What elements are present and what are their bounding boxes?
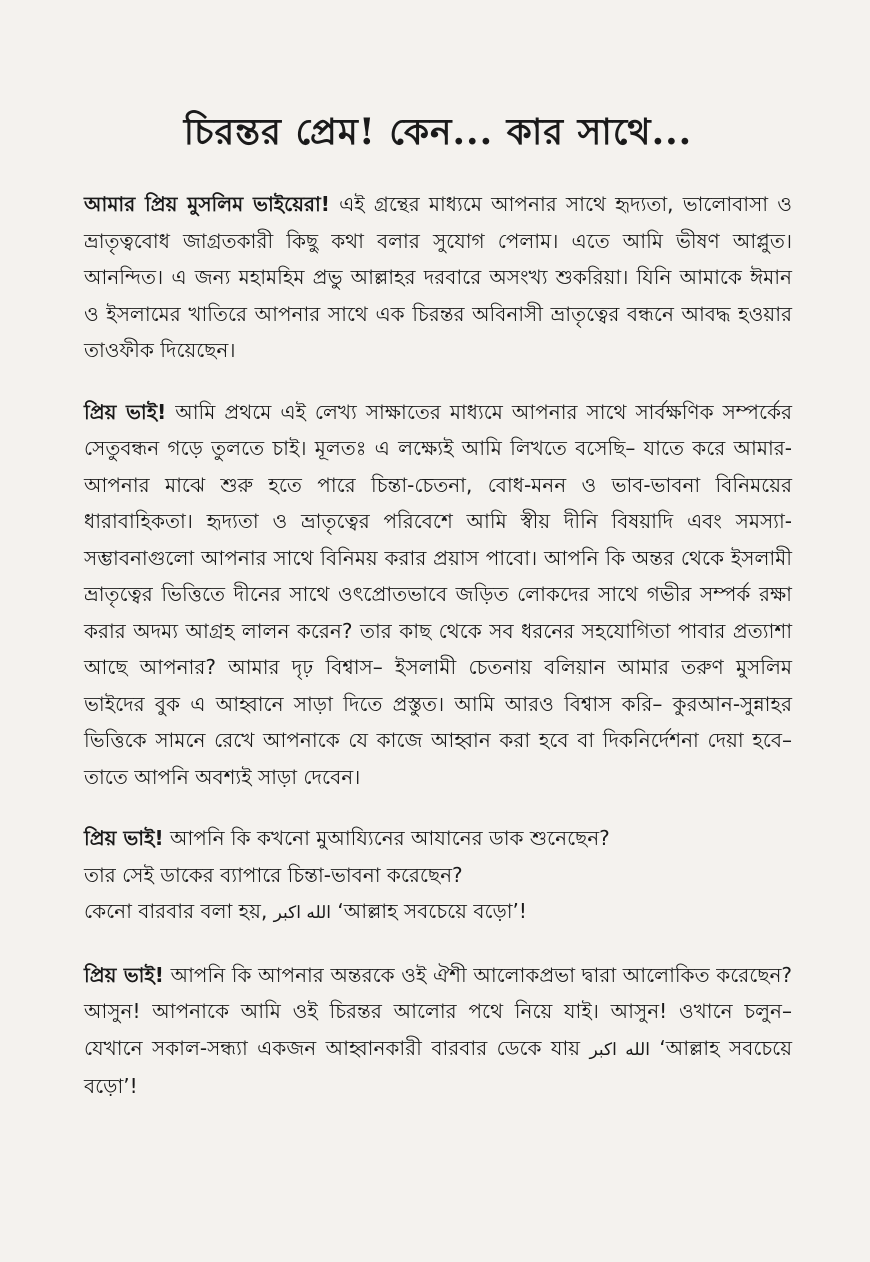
paragraph-3-line-1-text: আপনি কি কখনো মুআয্যিনের আযানের ডাক শুনেছেন? bbox=[163, 826, 610, 850]
paragraph-3-line-1 bbox=[84, 820, 792, 857]
paragraph-4-text-post: ‘আল্লাহ সবচেয়ে বড়ো’! bbox=[84, 1035, 792, 1098]
paragraph-4-text-pre: আপনি কি আপনার অন্তরকে ওই ঐশী আলোকপ্রভা দ্বারা আলোকিত করেছেন? আসুন! আপনাকে আমি ওই চিরন্তর আলোর পথে নিয়ে যাই। আসুন! ওখানে চলুন– যেখানে সকাল-সন্ধ্যা একজন আহ্বানকারী বারবার ডেকে যায় bbox=[84, 962, 792, 1060]
page-title: চিরন্তর প্রেম! কেন... কার সাথে... bbox=[183, 111, 693, 153]
paragraph-2-lead: প্রিয় ভাই! bbox=[84, 399, 167, 424]
paragraph-4-lead: প্রিয় ভাই! bbox=[84, 962, 164, 987]
paragraph-1-text: এই গ্রন্থের মাধ্যমে আপনার সাথে হৃদ্যতা, ভালোবাসা ও ভ্রাতৃত্ববোধ জাগ্রতকারী কিছু কথা বলার সুযোগ পেলাম। এতে আমি ভীষণ আপ্লুত। আনন্দিত। এ জন্য মহামহিম প্রভু আল্লাহর দরবারে অসংখ্য শুকরিয়া। যিনি আমাকে ঈমান ও ইসলামের খাতিরে আপনার সাথে এক চিরন্তর অবিনাসী ভ্রাতৃত্বের বন্ধনে আবদ্ধ হওয়ার তাওফীক দিয়েছেন। bbox=[84, 192, 792, 362]
paragraph-3-line-3 bbox=[84, 893, 792, 932]
paragraph-4 bbox=[84, 957, 792, 1105]
paragraph-3-arabic: الله اكبر bbox=[273, 903, 332, 923]
paragraph-3-lead: প্রিয় ভাই! bbox=[84, 826, 164, 850]
paragraph-1 bbox=[84, 186, 792, 369]
paragraph-2-text: আমি প্রথমে এই লেখ্য সাক্ষাতের মাধ্যমে আপনার সাথে সার্বক্ষণিক সম্পর্কের সেতুবন্ধন গড়ে তুলতে চাই। মূলতঃ এ লক্ষ্যেই আমি লিখতে বসেছি– যাতে করে আমার-আপনার মাঝে শুরু হতে পারে চিন্তা-চেতনা, বোধ-মনন ও ভাব-ভাবনা বিনিময়ের ধারাবাহিকতা। হৃদ্যতা ও ভ্রাতৃত্বের পরিবেশে আমি স্বীয় দীনি বিষয়াদি এবং সমস্যা-সম্ভাবনাগুলো আপনার সাথে বিনিময় করার প্রয়াস পাবো। আপনি কি অন্তর থেকে ইসলামী ভ্রাতৃত্বের ভিত্তিতে দীনের সাথে ওৎপ্রোতভাবে জড়িত লোকদের সাথে গভীর সম্পর্ক রক্ষা করার অদম্য আগ্রহ লালন করেন? তার কাছ থেকে সব ধরনের সহযোগিতা পাবার প্রত্যাশা আছে আপনার? আমার দৃঢ় বিশ্বাস– ইসলামী চেতনায় বলিয়ান আমার তরুণ মুসলিম ভাইদের বুক এ আহ্বানে সাড়া দিতে প্রস্তুত। আমি আরও বিশ্বাস করি– কুরআন-সুন্নাহর ভিত্তিকে সামনে রেখে আপনাকে যে কাজে আহ্বান করা হবে বা দিকনির্দেশনা দেয়া হবে– তাতে আপনি অবশ্যই সাড়া দেবেন। bbox=[84, 399, 792, 789]
paragraph-4-arabic: الله اكبر bbox=[589, 1039, 650, 1060]
paragraph-3-line-2: তার সেই ডাকের ব্যাপারে চিন্তা-ভাবনা করেছেন? bbox=[84, 862, 463, 887]
paragraph-1-lead: আমার প্রিয় মুসলিম ভাইয়েরা! bbox=[84, 192, 330, 216]
paragraph-2 bbox=[84, 394, 792, 796]
paragraph-3 bbox=[84, 820, 792, 932]
paragraph-3-line-3-post: ‘আল্লাহ সবচেয়ে বড়ো’! bbox=[331, 899, 527, 923]
paragraph-3-line-3-pre: কেনো বারবার বলা হয়, bbox=[84, 899, 274, 923]
